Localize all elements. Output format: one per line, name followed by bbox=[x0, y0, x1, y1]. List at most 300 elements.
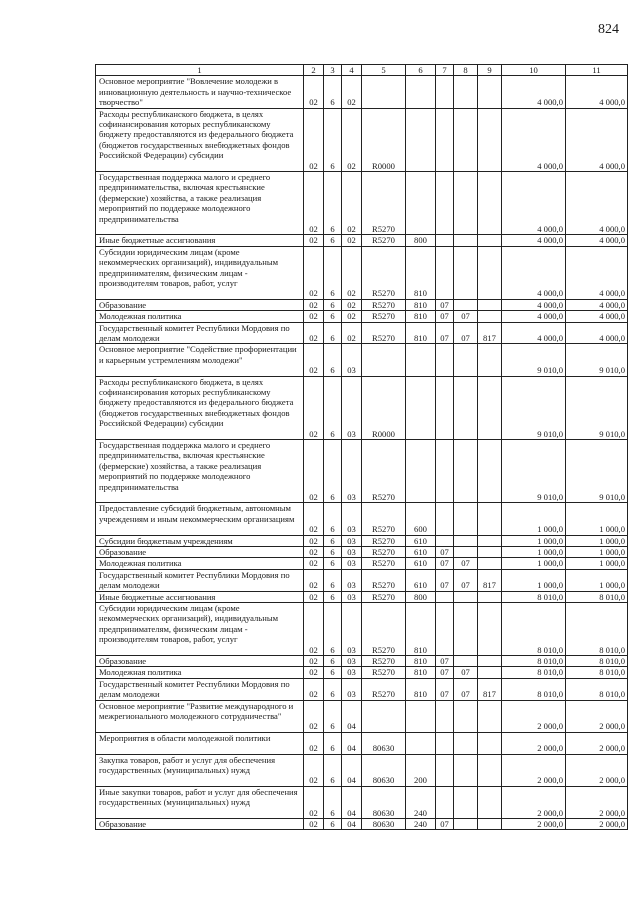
row-name-cell: Расходы республиканского бюджета, в целях софинансирования которых республиканскому бюджету предоставляются из федерального бюджета (бюджетов государственных внебюджетных фондов Российской Федерации) субсидии bbox=[96, 376, 304, 439]
row-name-cell: Государственный комитет Республики Мордовия по делам молодежи bbox=[96, 678, 304, 700]
amount-cell: 9 010,0 bbox=[502, 440, 566, 503]
admin-code-cell bbox=[478, 754, 502, 786]
event-code-cell: 03 bbox=[342, 344, 362, 376]
admin-code-cell bbox=[478, 558, 502, 569]
event-code-cell: 03 bbox=[342, 678, 362, 700]
section-code-cell: 02 bbox=[304, 376, 324, 439]
amount-cell: 9 010,0 bbox=[566, 376, 628, 439]
expense-type-cell: 810 bbox=[406, 311, 436, 322]
subsection-code-cell: 07 bbox=[454, 569, 478, 591]
subsection-code-cell bbox=[454, 786, 478, 818]
subsection-code-cell bbox=[454, 376, 478, 439]
chapter-code-cell bbox=[436, 754, 454, 786]
table-row bbox=[96, 786, 628, 818]
amount-cell: 8 010,0 bbox=[502, 603, 566, 656]
subprogram-code-cell: 6 bbox=[324, 819, 342, 830]
amount-cell: 4 000,0 bbox=[502, 108, 566, 171]
event-code-cell: 03 bbox=[342, 569, 362, 591]
event-code-cell: 03 bbox=[342, 376, 362, 439]
row-name-cell: Молодежная политика bbox=[96, 667, 304, 678]
column-header: 11 bbox=[566, 65, 628, 76]
amount-cell: 8 010,0 bbox=[566, 678, 628, 700]
table-row bbox=[96, 322, 628, 344]
subprogram-code-cell: 6 bbox=[324, 108, 342, 171]
admin-code-cell bbox=[478, 440, 502, 503]
event-code-cell: 02 bbox=[342, 311, 362, 322]
column-header: 3 bbox=[324, 65, 342, 76]
event-code-cell: 03 bbox=[342, 603, 362, 656]
table-row bbox=[96, 667, 628, 678]
table-row bbox=[96, 503, 628, 535]
subprogram-code-cell: 6 bbox=[324, 667, 342, 678]
target-article-cell: R0000 bbox=[362, 108, 406, 171]
row-name-cell: Образование bbox=[96, 547, 304, 558]
amount-cell: 8 010,0 bbox=[566, 591, 628, 602]
subprogram-code-cell: 6 bbox=[324, 547, 342, 558]
section-code-cell: 02 bbox=[304, 547, 324, 558]
event-code-cell: 02 bbox=[342, 322, 362, 344]
amount-cell: 8 010,0 bbox=[502, 656, 566, 667]
subprogram-code-cell: 6 bbox=[324, 235, 342, 246]
event-code-cell: 02 bbox=[342, 172, 362, 235]
expense-type-cell bbox=[406, 732, 436, 754]
table-row bbox=[96, 299, 628, 310]
amount-cell: 4 000,0 bbox=[566, 311, 628, 322]
amount-cell: 2 000,0 bbox=[502, 754, 566, 786]
expense-type-cell: 610 bbox=[406, 569, 436, 591]
chapter-code-cell bbox=[436, 235, 454, 246]
expense-type-cell bbox=[406, 172, 436, 235]
subprogram-code-cell: 6 bbox=[324, 569, 342, 591]
row-name-cell: Закупка товаров, работ и услуг для обеспечения государственных (муниципальных) нужд bbox=[96, 754, 304, 786]
table-header-row bbox=[96, 65, 628, 76]
subprogram-code-cell: 6 bbox=[324, 558, 342, 569]
event-code-cell: 04 bbox=[342, 786, 362, 818]
column-header: 7 bbox=[436, 65, 454, 76]
subsection-code-cell: 07 bbox=[454, 311, 478, 322]
chapter-code-cell: 07 bbox=[436, 656, 454, 667]
admin-code-cell bbox=[478, 299, 502, 310]
page-number: 824 bbox=[598, 22, 619, 37]
column-header: 6 bbox=[406, 65, 436, 76]
row-name-cell: Государственная поддержка малого и среднего предпринимательства, включая крестьянские (фермерские) хозяйства, а также реализация мероприятий по поддержке молодежного предпринимательства bbox=[96, 440, 304, 503]
expense-type-cell: 610 bbox=[406, 547, 436, 558]
amount-cell: 4 000,0 bbox=[502, 311, 566, 322]
amount-cell: 2 000,0 bbox=[566, 786, 628, 818]
admin-code-cell bbox=[478, 344, 502, 376]
amount-cell: 4 000,0 bbox=[566, 108, 628, 171]
chapter-code-cell bbox=[436, 535, 454, 546]
subprogram-code-cell: 6 bbox=[324, 591, 342, 602]
target-article-cell: R5270 bbox=[362, 311, 406, 322]
row-name-cell: Образование bbox=[96, 299, 304, 310]
column-header: 2 bbox=[304, 65, 324, 76]
subprogram-code-cell: 6 bbox=[324, 732, 342, 754]
row-name-cell: Основное мероприятие "Развитие международного и межрегионального молодежного сотрудничества" bbox=[96, 700, 304, 732]
admin-code-cell bbox=[478, 503, 502, 535]
expense-type-cell bbox=[406, 700, 436, 732]
event-code-cell: 04 bbox=[342, 754, 362, 786]
target-article-cell: R5270 bbox=[362, 299, 406, 310]
amount-cell: 4 000,0 bbox=[566, 172, 628, 235]
subsection-code-cell bbox=[454, 819, 478, 830]
expense-type-cell: 810 bbox=[406, 299, 436, 310]
table-row bbox=[96, 558, 628, 569]
amount-cell: 1 000,0 bbox=[566, 569, 628, 591]
section-code-cell: 02 bbox=[304, 440, 324, 503]
amount-cell: 4 000,0 bbox=[502, 172, 566, 235]
target-article-cell: 80630 bbox=[362, 819, 406, 830]
expense-type-cell bbox=[406, 76, 436, 108]
amount-cell: 1 000,0 bbox=[566, 547, 628, 558]
expense-type-cell: 600 bbox=[406, 503, 436, 535]
target-article-cell bbox=[362, 700, 406, 732]
column-header: 8 bbox=[454, 65, 478, 76]
admin-code-cell bbox=[478, 786, 502, 818]
row-name-cell: Молодежная политика bbox=[96, 311, 304, 322]
subsection-code-cell bbox=[454, 700, 478, 732]
expense-type-cell bbox=[406, 344, 436, 376]
target-article-cell: R5270 bbox=[362, 569, 406, 591]
admin-code-cell bbox=[478, 108, 502, 171]
table-row bbox=[96, 535, 628, 546]
amount-cell: 4 000,0 bbox=[566, 322, 628, 344]
row-name-cell: Образование bbox=[96, 819, 304, 830]
row-name-cell: Государственная поддержка малого и среднего предпринимательства, включая крестьянские (фермерские) хозяйства, а также реализация мероприятий по поддержке молодежного предпринимательства bbox=[96, 172, 304, 235]
subprogram-code-cell: 6 bbox=[324, 76, 342, 108]
expense-type-cell: 240 bbox=[406, 786, 436, 818]
section-code-cell: 02 bbox=[304, 678, 324, 700]
subprogram-code-cell: 6 bbox=[324, 322, 342, 344]
event-code-cell: 02 bbox=[342, 76, 362, 108]
target-article-cell: R5270 bbox=[362, 172, 406, 235]
chapter-code-cell: 07 bbox=[436, 558, 454, 569]
table-row bbox=[96, 76, 628, 108]
table-row bbox=[96, 732, 628, 754]
section-code-cell: 02 bbox=[304, 603, 324, 656]
event-code-cell: 02 bbox=[342, 299, 362, 310]
expense-type-cell: 610 bbox=[406, 535, 436, 546]
row-name-cell: Иные бюджетные ассигнования bbox=[96, 591, 304, 602]
row-name-cell: Иные бюджетные ассигнования bbox=[96, 235, 304, 246]
event-code-cell: 02 bbox=[342, 108, 362, 171]
admin-code-cell bbox=[478, 535, 502, 546]
target-article-cell: R5270 bbox=[362, 503, 406, 535]
event-code-cell: 03 bbox=[342, 558, 362, 569]
section-code-cell: 02 bbox=[304, 558, 324, 569]
chapter-code-cell bbox=[436, 108, 454, 171]
admin-code-cell bbox=[478, 819, 502, 830]
chapter-code-cell: 07 bbox=[436, 667, 454, 678]
chapter-code-cell: 07 bbox=[436, 322, 454, 344]
chapter-code-cell bbox=[436, 591, 454, 602]
amount-cell: 4 000,0 bbox=[566, 299, 628, 310]
admin-code-cell bbox=[478, 172, 502, 235]
amount-cell: 1 000,0 bbox=[502, 535, 566, 546]
table-row bbox=[96, 754, 628, 786]
admin-code-cell bbox=[478, 246, 502, 299]
table-row bbox=[96, 108, 628, 171]
expense-type-cell: 810 bbox=[406, 656, 436, 667]
row-name-cell: Субсидии юридическим лицам (кроме некоммерческих организаций), индивидуальным предпринимателям, физическим лицам - производителям товаров, работ, услуг bbox=[96, 246, 304, 299]
subsection-code-cell bbox=[454, 172, 478, 235]
chapter-code-cell: 07 bbox=[436, 678, 454, 700]
target-article-cell: R5270 bbox=[362, 322, 406, 344]
subprogram-code-cell: 6 bbox=[324, 376, 342, 439]
expense-type-cell: 610 bbox=[406, 558, 436, 569]
subsection-code-cell bbox=[454, 76, 478, 108]
table-row bbox=[96, 569, 628, 591]
row-name-cell: Образование bbox=[96, 656, 304, 667]
expense-type-cell: 200 bbox=[406, 754, 436, 786]
table-row bbox=[96, 246, 628, 299]
target-article-cell: R5270 bbox=[362, 667, 406, 678]
expense-type-cell: 810 bbox=[406, 667, 436, 678]
amount-cell: 2 000,0 bbox=[502, 786, 566, 818]
section-code-cell: 02 bbox=[304, 754, 324, 786]
subsection-code-cell bbox=[454, 299, 478, 310]
column-header: 1 bbox=[96, 65, 304, 76]
chapter-code-cell bbox=[436, 603, 454, 656]
subsection-code-cell bbox=[454, 656, 478, 667]
subsection-code-cell bbox=[454, 235, 478, 246]
chapter-code-cell bbox=[436, 172, 454, 235]
subsection-code-cell bbox=[454, 603, 478, 656]
row-name-cell: Основное мероприятие "Содействие профориентации и карьерным устремлениям молодежи" bbox=[96, 344, 304, 376]
event-code-cell: 02 bbox=[342, 246, 362, 299]
target-article-cell bbox=[362, 76, 406, 108]
target-article-cell: R5270 bbox=[362, 235, 406, 246]
section-code-cell: 02 bbox=[304, 299, 324, 310]
subprogram-code-cell: 6 bbox=[324, 299, 342, 310]
subsection-code-cell: 07 bbox=[454, 667, 478, 678]
table-row bbox=[96, 603, 628, 656]
expense-type-cell: 240 bbox=[406, 819, 436, 830]
table-row bbox=[96, 547, 628, 558]
event-code-cell: 03 bbox=[342, 440, 362, 503]
row-name-cell: Субсидии юридическим лицам (кроме некоммерческих организаций), индивидуальным предпринимателям, физическим лицам - производителям товаров, работ, услуг bbox=[96, 603, 304, 656]
expense-type-cell: 810 bbox=[406, 678, 436, 700]
section-code-cell: 02 bbox=[304, 322, 324, 344]
admin-code-cell bbox=[478, 311, 502, 322]
subprogram-code-cell: 6 bbox=[324, 678, 342, 700]
amount-cell: 4 000,0 bbox=[502, 76, 566, 108]
target-article-cell: R5270 bbox=[362, 547, 406, 558]
subsection-code-cell bbox=[454, 547, 478, 558]
column-header: 4 bbox=[342, 65, 362, 76]
table-row bbox=[96, 440, 628, 503]
section-code-cell: 02 bbox=[304, 344, 324, 376]
subprogram-code-cell: 6 bbox=[324, 172, 342, 235]
amount-cell: 1 000,0 bbox=[502, 547, 566, 558]
chapter-code-cell bbox=[436, 503, 454, 535]
subprogram-code-cell: 6 bbox=[324, 754, 342, 786]
chapter-code-cell bbox=[436, 440, 454, 503]
table-row bbox=[96, 819, 628, 830]
amount-cell: 1 000,0 bbox=[502, 569, 566, 591]
section-code-cell: 02 bbox=[304, 235, 324, 246]
target-article-cell: R5270 bbox=[362, 558, 406, 569]
subprogram-code-cell: 6 bbox=[324, 656, 342, 667]
section-code-cell: 02 bbox=[304, 535, 324, 546]
table-body bbox=[96, 76, 628, 830]
subsection-code-cell bbox=[454, 246, 478, 299]
table-row bbox=[96, 700, 628, 732]
admin-code-cell bbox=[478, 547, 502, 558]
amount-cell: 8 010,0 bbox=[502, 591, 566, 602]
amount-cell: 8 010,0 bbox=[566, 656, 628, 667]
subsection-code-cell bbox=[454, 503, 478, 535]
chapter-code-cell bbox=[436, 700, 454, 732]
target-article-cell: R5270 bbox=[362, 535, 406, 546]
amount-cell: 4 000,0 bbox=[502, 246, 566, 299]
amount-cell: 8 010,0 bbox=[502, 678, 566, 700]
section-code-cell: 02 bbox=[304, 311, 324, 322]
target-article-cell: R5270 bbox=[362, 603, 406, 656]
chapter-code-cell: 07 bbox=[436, 547, 454, 558]
amount-cell: 4 000,0 bbox=[502, 235, 566, 246]
section-code-cell: 02 bbox=[304, 569, 324, 591]
subprogram-code-cell: 6 bbox=[324, 503, 342, 535]
chapter-code-cell bbox=[436, 376, 454, 439]
chapter-code-cell: 07 bbox=[436, 299, 454, 310]
admin-code-cell bbox=[478, 603, 502, 656]
expense-type-cell: 810 bbox=[406, 322, 436, 344]
event-code-cell: 02 bbox=[342, 235, 362, 246]
table-row bbox=[96, 376, 628, 439]
row-name-cell: Расходы республиканского бюджета, в целях софинансирования которых республиканскому бюджету предоставляются из федерального бюджета (бюджетов государственных внебюджетных фондов Российской Федерации) субсидии bbox=[96, 108, 304, 171]
event-code-cell: 04 bbox=[342, 732, 362, 754]
target-article-cell: R5270 bbox=[362, 656, 406, 667]
amount-cell: 2 000,0 bbox=[502, 732, 566, 754]
expense-type-cell bbox=[406, 376, 436, 439]
admin-code-cell: 817 bbox=[478, 322, 502, 344]
expense-type-cell bbox=[406, 108, 436, 171]
admin-code-cell bbox=[478, 76, 502, 108]
amount-cell: 4 000,0 bbox=[502, 322, 566, 344]
section-code-cell: 02 bbox=[304, 503, 324, 535]
amount-cell: 8 010,0 bbox=[502, 667, 566, 678]
event-code-cell: 04 bbox=[342, 700, 362, 732]
admin-code-cell bbox=[478, 667, 502, 678]
section-code-cell: 02 bbox=[304, 76, 324, 108]
event-code-cell: 03 bbox=[342, 535, 362, 546]
amount-cell: 2 000,0 bbox=[566, 754, 628, 786]
amount-cell: 2 000,0 bbox=[566, 819, 628, 830]
row-name-cell: Субсидии бюджетным учреждениям bbox=[96, 535, 304, 546]
amount-cell: 4 000,0 bbox=[566, 76, 628, 108]
chapter-code-cell: 07 bbox=[436, 311, 454, 322]
table-row bbox=[96, 656, 628, 667]
expense-type-cell bbox=[406, 440, 436, 503]
chapter-code-cell bbox=[436, 786, 454, 818]
table-row bbox=[96, 591, 628, 602]
target-article-cell: R5270 bbox=[362, 591, 406, 602]
table-row bbox=[96, 678, 628, 700]
section-code-cell: 02 bbox=[304, 108, 324, 171]
subsection-code-cell bbox=[454, 754, 478, 786]
expense-type-cell: 800 bbox=[406, 235, 436, 246]
admin-code-cell bbox=[478, 235, 502, 246]
admin-code-cell bbox=[478, 376, 502, 439]
section-code-cell: 02 bbox=[304, 591, 324, 602]
target-article-cell: 80630 bbox=[362, 754, 406, 786]
target-article-cell: R0000 bbox=[362, 376, 406, 439]
subsection-code-cell bbox=[454, 344, 478, 376]
subprogram-code-cell: 6 bbox=[324, 246, 342, 299]
admin-code-cell bbox=[478, 732, 502, 754]
column-header: 10 bbox=[502, 65, 566, 76]
amount-cell: 9 010,0 bbox=[502, 344, 566, 376]
target-article-cell: R5270 bbox=[362, 440, 406, 503]
event-code-cell: 03 bbox=[342, 667, 362, 678]
subsection-code-cell bbox=[454, 108, 478, 171]
table-row bbox=[96, 311, 628, 322]
expense-type-cell: 800 bbox=[406, 591, 436, 602]
target-article-cell: R5270 bbox=[362, 678, 406, 700]
admin-code-cell: 817 bbox=[478, 678, 502, 700]
column-header: 9 bbox=[478, 65, 502, 76]
budget-table bbox=[95, 64, 628, 830]
section-code-cell: 02 bbox=[304, 667, 324, 678]
admin-code-cell bbox=[478, 656, 502, 667]
subprogram-code-cell: 6 bbox=[324, 440, 342, 503]
subprogram-code-cell: 6 bbox=[324, 344, 342, 376]
section-code-cell: 02 bbox=[304, 172, 324, 235]
subsection-code-cell: 07 bbox=[454, 678, 478, 700]
subprogram-code-cell: 6 bbox=[324, 786, 342, 818]
section-code-cell: 02 bbox=[304, 819, 324, 830]
target-article-cell: R5270 bbox=[362, 246, 406, 299]
target-article-cell: 80630 bbox=[362, 732, 406, 754]
event-code-cell: 03 bbox=[342, 656, 362, 667]
subprogram-code-cell: 6 bbox=[324, 603, 342, 656]
chapter-code-cell bbox=[436, 76, 454, 108]
target-article-cell: 80630 bbox=[362, 786, 406, 818]
section-code-cell: 02 bbox=[304, 786, 324, 818]
chapter-code-cell bbox=[436, 732, 454, 754]
row-name-cell: Мероприятия в области молодежной политики bbox=[96, 732, 304, 754]
expense-type-cell: 810 bbox=[406, 246, 436, 299]
subsection-code-cell: 07 bbox=[454, 322, 478, 344]
subsection-code-cell bbox=[454, 440, 478, 503]
section-code-cell: 02 bbox=[304, 700, 324, 732]
amount-cell: 1 000,0 bbox=[502, 558, 566, 569]
chapter-code-cell bbox=[436, 246, 454, 299]
amount-cell: 8 010,0 bbox=[566, 603, 628, 656]
event-code-cell: 04 bbox=[342, 819, 362, 830]
admin-code-cell bbox=[478, 700, 502, 732]
column-header: 5 bbox=[362, 65, 406, 76]
amount-cell: 2 000,0 bbox=[566, 732, 628, 754]
amount-cell: 2 000,0 bbox=[566, 700, 628, 732]
amount-cell: 9 010,0 bbox=[566, 440, 628, 503]
row-name-cell: Основное мероприятие "Вовлечение молодежи в инновационную деятельность и научно-техническое творчество" bbox=[96, 76, 304, 108]
amount-cell: 1 000,0 bbox=[566, 558, 628, 569]
amount-cell: 2 000,0 bbox=[502, 700, 566, 732]
amount-cell: 2 000,0 bbox=[502, 819, 566, 830]
admin-code-cell: 817 bbox=[478, 569, 502, 591]
section-code-cell: 02 bbox=[304, 246, 324, 299]
chapter-code-cell: 07 bbox=[436, 569, 454, 591]
chapter-code-cell: 07 bbox=[436, 819, 454, 830]
amount-cell: 4 000,0 bbox=[566, 235, 628, 246]
section-code-cell: 02 bbox=[304, 656, 324, 667]
target-article-cell bbox=[362, 344, 406, 376]
chapter-code-cell bbox=[436, 344, 454, 376]
section-code-cell: 02 bbox=[304, 732, 324, 754]
subprogram-code-cell: 6 bbox=[324, 700, 342, 732]
